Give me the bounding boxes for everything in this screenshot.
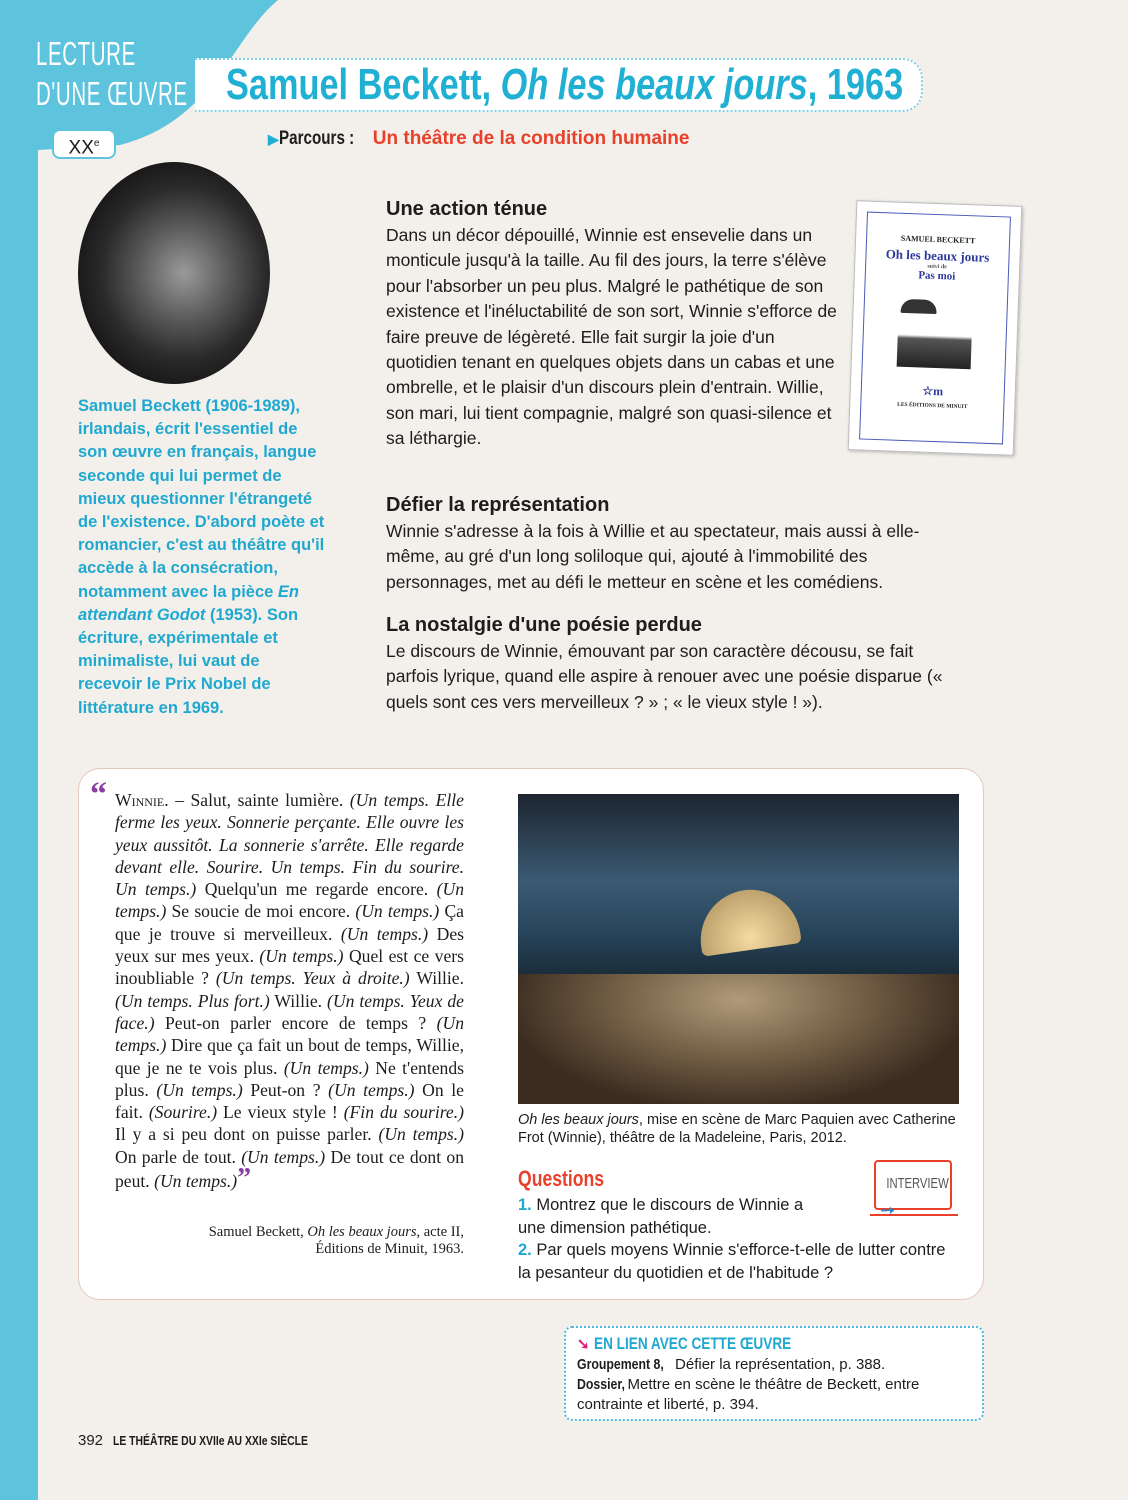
source-work: Oh les beaux jours bbox=[307, 1224, 417, 1240]
source-text: , acte II, bbox=[416, 1224, 464, 1240]
section-heading: Défier la représentation bbox=[386, 494, 610, 516]
dialogue-text: Des yeux sur mes yeux. bbox=[115, 923, 464, 967]
stage-direction: (Un temps.) bbox=[259, 946, 344, 967]
photo-caption bbox=[518, 1111, 963, 1147]
section-text: Dans un décor dépouillé, Winnie est ensevelie dans un monticule jusqu'à la taille. Au fil des jours, la terre s'élève pour l'absorber un peu plus. Malgré le pathétique de son existence et l'inéluctabilité de son sort, Winnie s'efforce de faire preuve de légèreté. Elle fait surgir la joie d'un quotidien tenant en quelques objets dans un cabas et une ombrelle, et le plaisir d'un discours plein d'entrain. Willie, son mari, lui tient compagnie, malgré son quasi-silence et sa léthargie. bbox=[386, 225, 837, 449]
related-link[interactable] bbox=[577, 1375, 971, 1415]
caption-text: , mise en scène de Marc Paquien avec Catherine Frot (Winnie), théâtre de la Madeleine, Paris, 2012. bbox=[518, 1112, 956, 1146]
century-badge bbox=[52, 129, 116, 159]
stage-direction: (Un temps.) bbox=[241, 1146, 326, 1167]
kicker-line: D'UNE ŒUVRE bbox=[36, 75, 188, 112]
cursor-arrow-icon: ➚ bbox=[875, 1197, 901, 1223]
dialogue-text: Peut-on parler encore de temps ? bbox=[154, 1012, 437, 1033]
stage-direction: (Un temps.) bbox=[154, 1171, 238, 1192]
question-item bbox=[518, 1194, 808, 1239]
stage-direction: (Un temps.) bbox=[115, 879, 464, 922]
questions-list bbox=[518, 1194, 958, 1284]
stage-direction: (Un temps. Elle ferme les yeux. Sonnerie perçante. Elle ouvre les yeux aussitôt. La sonnerie s'arrête. Elle regarde devant elle. Sourire. Un temps. Fin du sourire. Un temps.) bbox=[115, 790, 464, 900]
dialogue-text: De tout ce dont on peut. bbox=[115, 1146, 464, 1192]
source-text: Samuel Beckett, bbox=[208, 1224, 308, 1240]
open-quote-icon: “ bbox=[90, 776, 107, 813]
dialogue-text: On parle de tout. bbox=[115, 1146, 242, 1167]
source-text: Éditions de Minuit, 1963. bbox=[315, 1241, 464, 1257]
related-text: Mettre en scène le théâtre de Beckett, entre contrainte et liberté, p. 394. bbox=[577, 1376, 920, 1413]
title-work: Oh les beaux jours bbox=[500, 60, 808, 109]
cover-author: SAMUEL BECKETT bbox=[900, 233, 976, 246]
stage-direction: (Un temps. Yeux à droite.) bbox=[215, 968, 410, 989]
section-heading: La nostalgie d'une poésie perdue bbox=[386, 614, 702, 636]
stage-direction: (Un temps. Plus fort.) bbox=[115, 990, 270, 1011]
related-label: Groupement 8, bbox=[577, 1356, 664, 1373]
parcours-label: Parcours : bbox=[278, 128, 354, 149]
century-text: XX bbox=[68, 137, 94, 159]
related-link[interactable] bbox=[577, 1355, 971, 1375]
caption-work: Oh les beaux jours bbox=[518, 1112, 639, 1128]
author-portrait bbox=[78, 162, 270, 384]
question-number: 1. bbox=[518, 1196, 532, 1214]
stage-direction: (Un temps.) bbox=[355, 901, 440, 922]
parcours-value: Un théâtre de la condition humaine bbox=[372, 128, 690, 149]
title-author: Samuel Beckett, bbox=[226, 60, 501, 109]
cover-suivi: suivi de bbox=[927, 263, 947, 271]
section-text: Le discours de Winnie, émouvant par son caractère décousu, se fait parfois lyrique, quand elle aspire à renouer avec une poésie disparue (« quels sont ces vers merveilleux ? » ; « le vieux style ! »). bbox=[386, 641, 943, 712]
play-arrow-icon: ▶ bbox=[268, 131, 279, 147]
stage-direction: (Un temps.) bbox=[115, 1012, 464, 1056]
question-text: Montrez que le discours de Winnie a une dimension pathétique. bbox=[518, 1196, 804, 1237]
close-quote-icon: ” bbox=[237, 1163, 252, 1195]
section-nostalgie bbox=[386, 614, 946, 715]
cover-subtitle: Pas moi bbox=[918, 269, 956, 283]
century-sup: e bbox=[93, 138, 100, 149]
page-footer bbox=[78, 1432, 357, 1449]
question-text: Par quels moyens Winnie s'efforce-t-elle de lutter contre la pesanteur du quotidien et de l'habitude ? bbox=[518, 1241, 946, 1282]
title-year: , 1963 bbox=[807, 60, 904, 109]
extract-source bbox=[150, 1224, 464, 1258]
section-heading: Une action ténue bbox=[386, 198, 548, 220]
stage-direction: (Un temps.) bbox=[156, 1079, 243, 1100]
speaker-name: Winnie. bbox=[115, 790, 169, 810]
bio-text: (1953). Son écriture, expérimentale et minimaliste, lui vaut de recevoir le Prix Nobel de littérature en 1969. bbox=[78, 605, 299, 717]
dialogue-text: Quel est ce vers inoubliable ? bbox=[115, 946, 464, 989]
stage-direction: (Un temps. Yeux de face.) bbox=[115, 990, 464, 1033]
cover-title: Oh les beaux jours bbox=[885, 246, 990, 265]
stage-direction: (Un temps.) bbox=[378, 1124, 464, 1145]
page-title bbox=[226, 60, 903, 110]
section-kicker bbox=[36, 34, 188, 114]
dialogue-text: On le fait. bbox=[115, 1079, 464, 1123]
kicker-line: LECTURE bbox=[36, 35, 136, 72]
sidebar-band bbox=[0, 0, 38, 1500]
dialogue-text: Se soucie de moi encore. bbox=[166, 901, 356, 922]
related-text: Défier la représentation, p. 388. bbox=[670, 1356, 886, 1373]
bio-name: Samuel Beckett bbox=[78, 397, 201, 415]
cover-image bbox=[897, 295, 973, 370]
stage-direction: (Un temps.) bbox=[283, 1057, 369, 1078]
related-links-box bbox=[564, 1326, 984, 1421]
running-title: LE THÉÂTRE DU XVIIe AU XXIe SIÈCLE bbox=[113, 1433, 308, 1448]
question-number: 2. bbox=[518, 1241, 532, 1259]
book-cover bbox=[848, 200, 1023, 456]
stage-photo bbox=[518, 794, 959, 1104]
bio-text: (1906-1989), irlandais, écrit l'essentiel de son œuvre en français, langue seconde qui lui permet de mieux questionner l'étrangeté de l'existence. D'abord poète et romancier, c'est au théâtre qu'il accède à la consécration, notamment avec la pièce bbox=[78, 397, 325, 601]
dialogue-text: Il y a si peu dont on puisse parler. bbox=[115, 1124, 379, 1145]
related-label: Dossier, bbox=[577, 1376, 625, 1393]
interview-label: INTERVIEW bbox=[886, 1175, 949, 1192]
stage-direction: (Fin du sourire.) bbox=[343, 1102, 464, 1123]
dialogue-text: Willie. bbox=[269, 990, 328, 1011]
bio-play: En attendant Godot bbox=[78, 582, 300, 624]
extract-text bbox=[115, 789, 464, 1195]
dialogue-text: Willie. bbox=[409, 968, 464, 989]
section-representation bbox=[386, 494, 956, 595]
stage-direction: (Un temps.) bbox=[340, 923, 429, 944]
page-number: 392 bbox=[78, 1432, 104, 1449]
dialogue-text: – Salut, sainte lumière. bbox=[168, 790, 350, 810]
dialogue-text: Peut-on ? bbox=[242, 1079, 329, 1100]
dialogue-text: Quelqu'un me regarde encore. bbox=[196, 879, 437, 900]
questions-heading: Questions bbox=[518, 1166, 605, 1191]
arrow-down-right-icon: ➘ bbox=[577, 1336, 590, 1353]
cover-publisher: LES ÉDITIONS DE MINUIT bbox=[897, 401, 968, 411]
parcours bbox=[268, 128, 689, 150]
stage-direction: (Sourire.) bbox=[148, 1102, 218, 1123]
dialogue-text: Le vieux style ! bbox=[217, 1102, 344, 1123]
section-text: Winnie s'adresse à la fois à Willie et au spectateur, mais aussi à elle-même, au gré d'un long soliloque qui, ajouté à l'immobilité des personnages, met au défi le metteur en scène et les comédiens. bbox=[386, 521, 920, 592]
stage-direction: (Un temps.) bbox=[328, 1079, 415, 1100]
author-bio bbox=[78, 395, 328, 720]
publisher-logo-icon: ☆m bbox=[922, 383, 944, 399]
dialogue-text: Ne t'entends plus. bbox=[115, 1057, 464, 1100]
section-action bbox=[386, 198, 838, 452]
related-heading: EN LIEN AVEC CETTE ŒUVRE bbox=[593, 1334, 791, 1353]
question-item bbox=[518, 1239, 958, 1284]
dialogue-text: Dire que ça fait un bout de temps, Willie, que je ne te vois plus. bbox=[115, 1035, 464, 1078]
dialogue-text: Ça que je trouve si merveilleux. bbox=[115, 901, 464, 944]
